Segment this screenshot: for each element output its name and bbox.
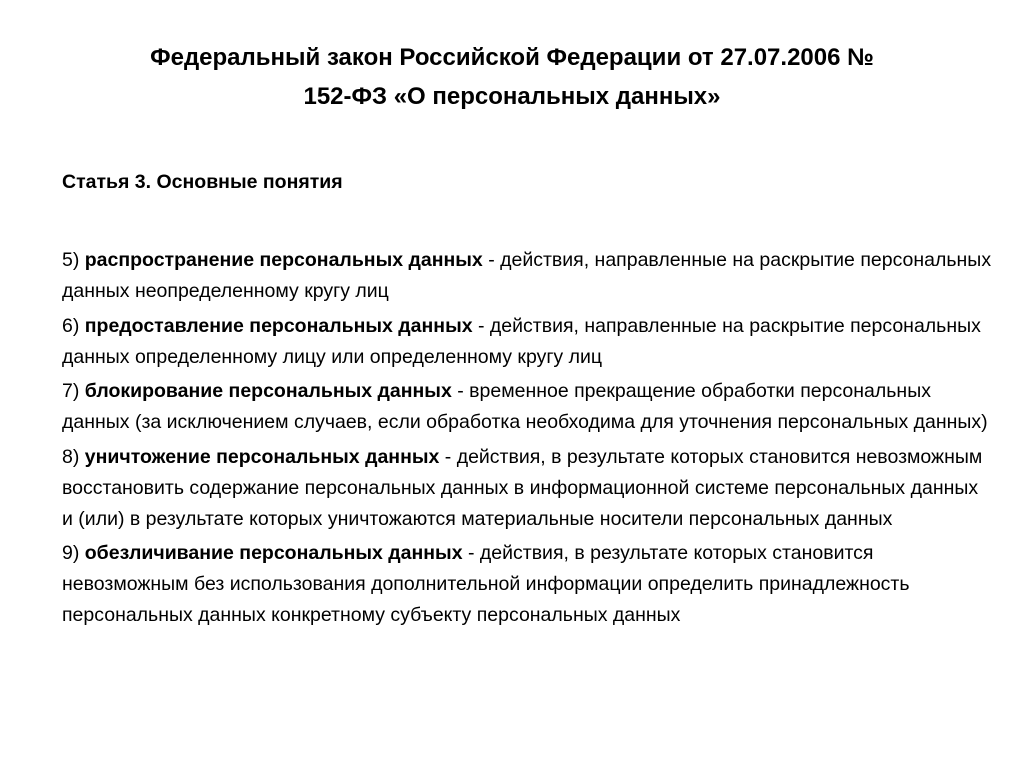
item-number: 5) [62, 249, 80, 271]
item-definition: - действия, направленные на раскрытие персональных данных неопределенному кругу лиц [62, 249, 992, 302]
slide-title [40, 38, 984, 116]
title-line-2: 152-ФЗ «О персональных данных» [303, 83, 721, 110]
definition-item-7 [62, 376, 992, 438]
item-definition: - временное прекращение обработки персональных данных (за исключением случаев, если обработка необходима для уточнения персональных данных) [62, 380, 988, 433]
definition-item-8 [62, 442, 992, 535]
item-term: распространение персональных данных [84, 249, 483, 271]
definition-item-6 [62, 311, 992, 373]
item-number: 8) [62, 445, 80, 468]
item-definition: - действия, в результате которых становится невозможным без использования дополнительной информации определить принадлежность персональных данных конкретному субъекту персональных данных [62, 542, 910, 626]
definitions-list [62, 245, 992, 635]
item-number: 6) [62, 314, 80, 337]
item-definition: - действия, в результате которых становится невозможным восстановить содержание персональных данных в информационной системе персональных данных и (или) в результате которых уничтожаются материальные носители персональных данных [62, 445, 983, 530]
item-term: уничтожение персональных данных [84, 445, 440, 468]
item-definition: - действия, направленные на раскрытие персональных данных определенному лицу или определенному кругу лиц [62, 314, 981, 368]
item-term: обезличивание персональных данных [84, 542, 463, 564]
title-line-1: Федеральный закон Российской Федерации от 27.07.2006 № [150, 44, 874, 71]
item-term: блокирование персональных данных [84, 380, 452, 402]
item-term: предоставление персональных данных [84, 314, 473, 337]
article-heading: Статья 3. Основные понятия [62, 171, 343, 193]
definition-item-9 [62, 538, 992, 631]
item-number: 7) [62, 380, 80, 402]
definition-item-5 [62, 245, 992, 307]
item-number: 9) [62, 542, 80, 564]
